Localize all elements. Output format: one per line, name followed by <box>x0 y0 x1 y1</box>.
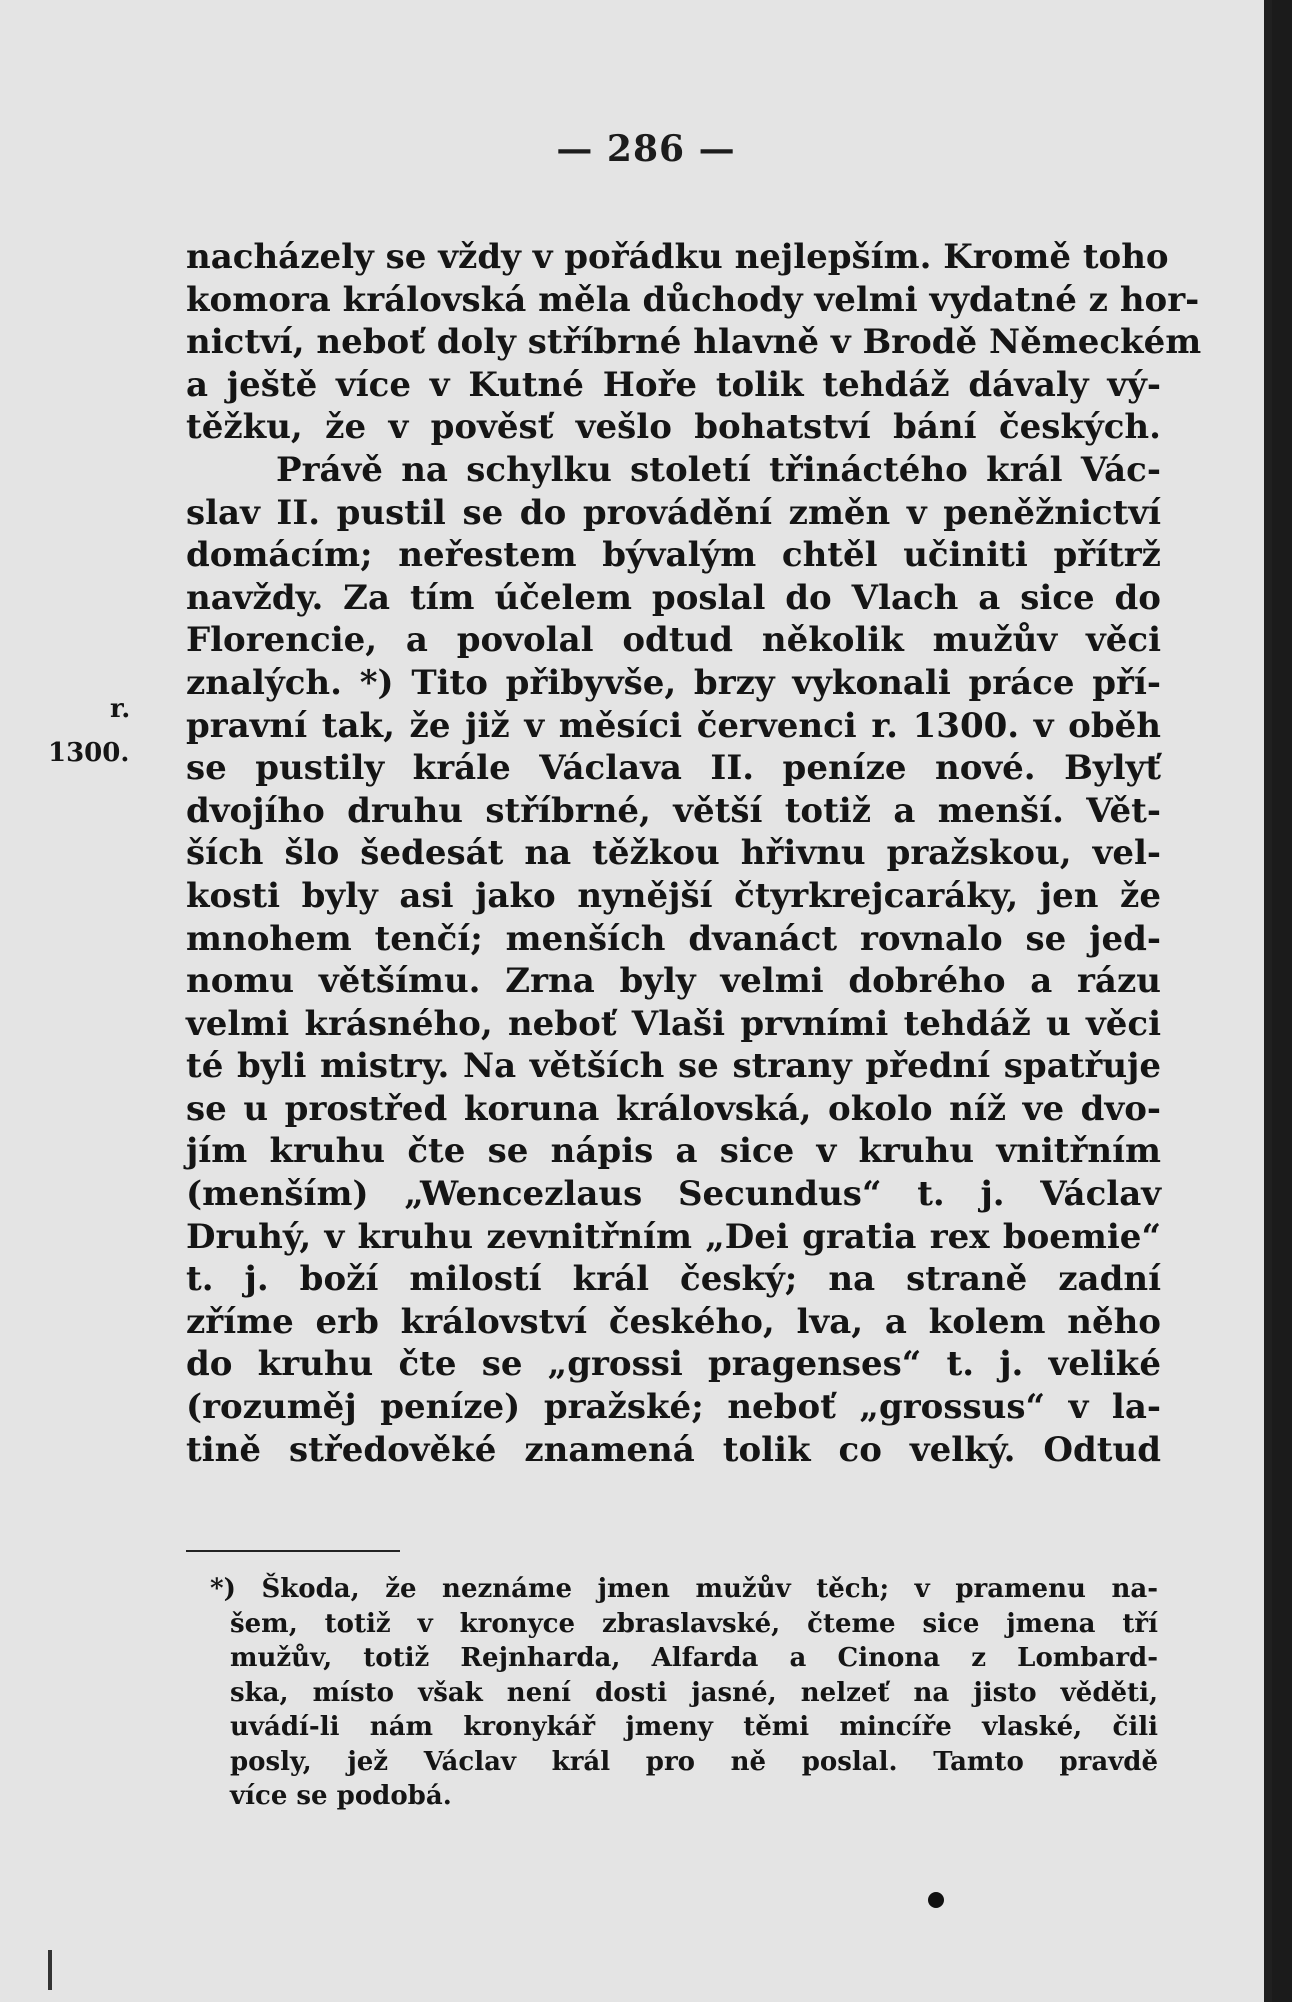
text-line: komora královská měla důchody velmi vydatné z hor- <box>186 279 1200 320</box>
text-line: té byli mistry. Na větších se strany přední spatřuje <box>186 1046 1161 1087</box>
page-edge-mark <box>48 1950 52 1990</box>
footnote-divider <box>186 1550 400 1552</box>
text-line: mnohem tenčí; menších dvanáct rovnalo se jed- <box>186 918 1161 959</box>
footnote-line: šem, totiž v kronyce zbraslavské, čteme sice jmena tří <box>230 1608 1158 1639</box>
text-line: Právě na schylku století třináctého král Vác- <box>276 449 1161 490</box>
footnote-line: posly, jež Václav král pro ně poslal. Tamto pravdě <box>230 1746 1158 1777</box>
text-line: velmi krásného, neboť Vlaši prvními tehdáž u věci <box>186 1003 1161 1044</box>
text-line: tině středověké znamená tolik co velký. Odtud <box>186 1429 1161 1470</box>
text-line: znalých. *) Tito přibyvše, brzy vykonali práce pří- <box>186 662 1161 703</box>
text-line: ších šlo šedesát na těžkou hřivnu pražskou, vel- <box>186 833 1161 874</box>
text-line: nictví, neboť doly stříbrné hlavně v Brodě Německém <box>186 322 1202 363</box>
text-line: kosti byly asi jako nynější čtyrkrejcaráky, jen že <box>186 875 1161 916</box>
footnote <box>210 1572 1158 1814</box>
footnote-line: uvádí-li nám kronykář jmeny těmi mincíře vlaské, čili <box>230 1712 1158 1742</box>
text-line: nomu většímu. Zrna byly velmi dobrého a rázu <box>186 961 1161 1002</box>
text-line: domácím; neřestem bývalým chtěl učiniti přítrž <box>186 535 1161 576</box>
text-line: se u prostřed koruna královská, okolo níž ve dvo- <box>186 1088 1161 1129</box>
body-text <box>186 236 1202 1471</box>
text-line: pravní tak, že již v měsíci červenci r. 1300. v oběh <box>186 705 1161 746</box>
text-line: Druhý, v kruhu zevnitřním „Dei gratia rex boemie“ <box>186 1216 1161 1257</box>
text-line: navždy. Za tím účelem poslal do Vlach a sice do <box>186 577 1161 618</box>
text-line: slav II. pustil se do provádění změn v peněžnictví <box>186 492 1161 533</box>
page-number: — 286 — <box>556 128 736 170</box>
text-line: se pustily krále Václava II. peníze nové. Bylyť <box>186 748 1161 789</box>
text-line: (rozuměj peníze) pražské; neboť „grossus“ v la- <box>186 1387 1161 1428</box>
text-line: (menším) „Wencezlaus Secundus“ t. j. Václav <box>186 1174 1161 1215</box>
footnote-line: *) Škoda, že neznáme jmen mužův těch; v pramenu na- <box>210 1574 1158 1604</box>
text-line: do kruhu čte se „grossi pragenses“ t. j. veliké <box>186 1344 1161 1385</box>
margin-note-year: 1300. <box>48 738 130 768</box>
footnote-line: více se podobá. <box>230 1781 452 1811</box>
footnote-line: mužův, totiž Rejnharda, Alfarda a Cinona z Lombard- <box>230 1643 1158 1673</box>
footnote-line: ska, místo však není dosti jasné, nelzeť na jisto věděti, <box>230 1677 1158 1708</box>
text-line: nacházely se vždy v pořádku nejlepším. Kromě toho <box>186 237 1169 277</box>
text-line: dvojího druhu stříbrné, větší totiž a menší. Vět- <box>186 790 1161 831</box>
text-line: a ještě více v Kutné Hoře tolik tehdáž dávaly vý- <box>186 364 1161 405</box>
ink-spot <box>928 1892 944 1908</box>
text-line: zříme erb království českého, lva, a kolem něho <box>186 1301 1161 1342</box>
margin-note-r: r. <box>110 694 131 724</box>
text-line: těžku, že v pověsť vešlo bohatství bání českých. <box>186 407 1161 448</box>
text-line: Florencie, a povolal odtud několik mužův věci <box>186 620 1161 661</box>
text-line: t. j. boží milostí král český; na straně zadní <box>186 1259 1161 1300</box>
text-line: jím kruhu čte se nápis a sice v kruhu vnitřním <box>186 1131 1161 1172</box>
